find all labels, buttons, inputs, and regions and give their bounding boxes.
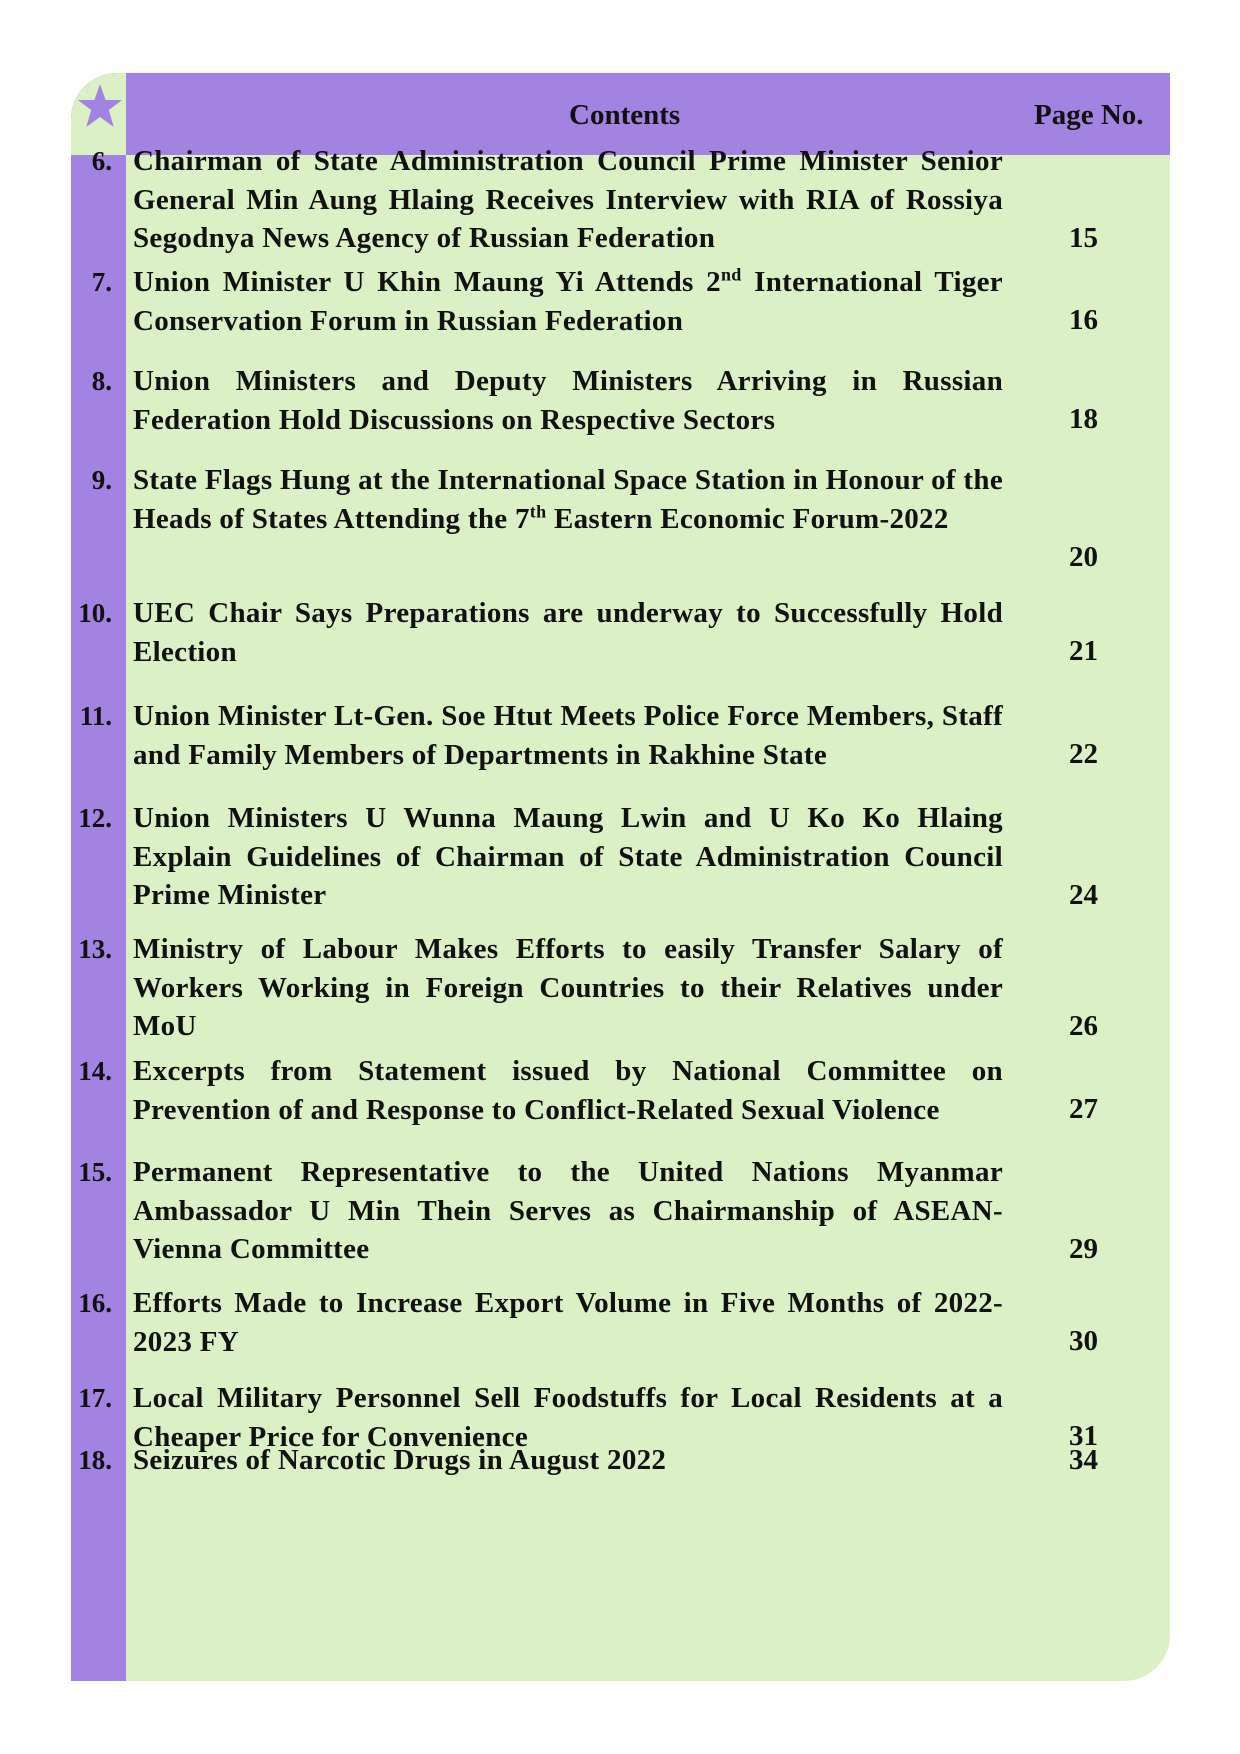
- entry-page-number[interactable]: 29: [1069, 1233, 1098, 1265]
- entry-page-number[interactable]: 24: [1069, 879, 1098, 911]
- entry-number: 15.: [78, 1157, 112, 1187]
- entry-title[interactable]: Efforts Made to Increase Export Volume in Five Months of 2022-2023 FY: [133, 1287, 1003, 1358]
- entry-number: 14.: [78, 1056, 112, 1086]
- contents-panel: [71, 73, 1170, 1681]
- side-accent-strip: [71, 73, 126, 1681]
- entry-title[interactable]: Union Minister Lt-Gen. Soe Htut Meets Police Force Members, Staff and Family Members of Departments in Rakhine State: [133, 700, 1003, 771]
- entry-title-part: International Tiger Conservation Forum in Russian Federation: [133, 266, 1003, 337]
- entry-title[interactable]: [133, 461, 1003, 538]
- entry-number: 11.: [79, 701, 112, 731]
- entry-number: 12.: [78, 803, 112, 833]
- entry-page-number[interactable]: 22: [1069, 738, 1098, 770]
- entry-title[interactable]: [133, 263, 1003, 340]
- entry-title[interactable]: Permanent Representative to the United Nations Myanmar Ambassador U Min Thein Serves as Chairmanship of ASEAN-Vienna Committee: [133, 1156, 1003, 1266]
- entry-title-superscript: th: [529, 501, 547, 522]
- entry-number: 8.: [91, 366, 112, 396]
- entry-title-part: Eastern Economic Forum-2022: [546, 502, 949, 535]
- entry-page-number[interactable]: 34: [1069, 1444, 1098, 1476]
- entry-number: 10.: [78, 598, 112, 628]
- entry-title[interactable]: Local Military Personnel Sell Foodstuffs for Local Residents at a Cheaper Price for Convenience: [133, 1382, 1003, 1453]
- entry-title[interactable]: Union Ministers and Deputy Ministers Arriving in Russian Federation Hold Discussions on Respective Sectors: [133, 365, 1003, 436]
- page-number-heading: Page No.: [1034, 99, 1144, 131]
- entry-page-number[interactable]: 27: [1069, 1093, 1098, 1125]
- entry-title-superscript: nd: [720, 264, 742, 285]
- entry-page-number[interactable]: 20: [1069, 541, 1098, 573]
- entry-number: 7.: [91, 267, 112, 297]
- entry-page-number[interactable]: 31: [1069, 1420, 1098, 1452]
- entry-number: 6.: [91, 146, 112, 176]
- star-icon: [77, 83, 123, 129]
- entry-number: 13.: [78, 934, 112, 964]
- entry-page-number[interactable]: 16: [1069, 304, 1098, 336]
- entry-page-number[interactable]: 21: [1069, 635, 1098, 667]
- entry-page-number[interactable]: 15: [1069, 222, 1098, 254]
- entry-number: 9.: [91, 465, 112, 495]
- entry-title[interactable]: Chairman of State Administration Council Prime Minister Senior General Min Aung Hlaing Receives Interview with RIA of Rossiya Segodnya News Agency of Russian Federation: [133, 145, 1003, 255]
- entry-page-number[interactable]: 18: [1069, 403, 1098, 435]
- entry-title[interactable]: Ministry of Labour Makes Efforts to easily Transfer Salary of Workers Working in Foreign Countries to their Relatives under MoU: [133, 933, 1003, 1043]
- entry-number: 18.: [78, 1445, 112, 1475]
- entry-title-part: State Flags Hung at the International Space Station in Honour of the Heads of States Attending the 7: [133, 464, 1003, 535]
- entry-page-number[interactable]: 30: [1069, 1325, 1098, 1357]
- entry-number: 17.: [78, 1383, 112, 1413]
- contents-heading: Contents: [569, 99, 681, 131]
- entry-title-part: Union Minister U Khin Maung Yi Attends 2: [133, 266, 721, 298]
- entry-title[interactable]: Seizures of Narcotic Drugs in August 2022: [133, 1444, 667, 1476]
- entry-page-number[interactable]: 26: [1069, 1010, 1098, 1042]
- entry-title[interactable]: Excerpts from Statement issued by National Committee on Prevention of and Response to Conflict-Related Sexual Violence: [133, 1055, 1003, 1126]
- entry-title[interactable]: Union Ministers U Wunna Maung Lwin and U Ko Ko Hlaing Explain Guidelines of Chairman of State Administration Council Prime Minister: [133, 802, 1003, 912]
- entry-title[interactable]: UEC Chair Says Preparations are underway to Successfully Hold Election: [133, 597, 1003, 668]
- entry-number: 16.: [78, 1288, 112, 1318]
